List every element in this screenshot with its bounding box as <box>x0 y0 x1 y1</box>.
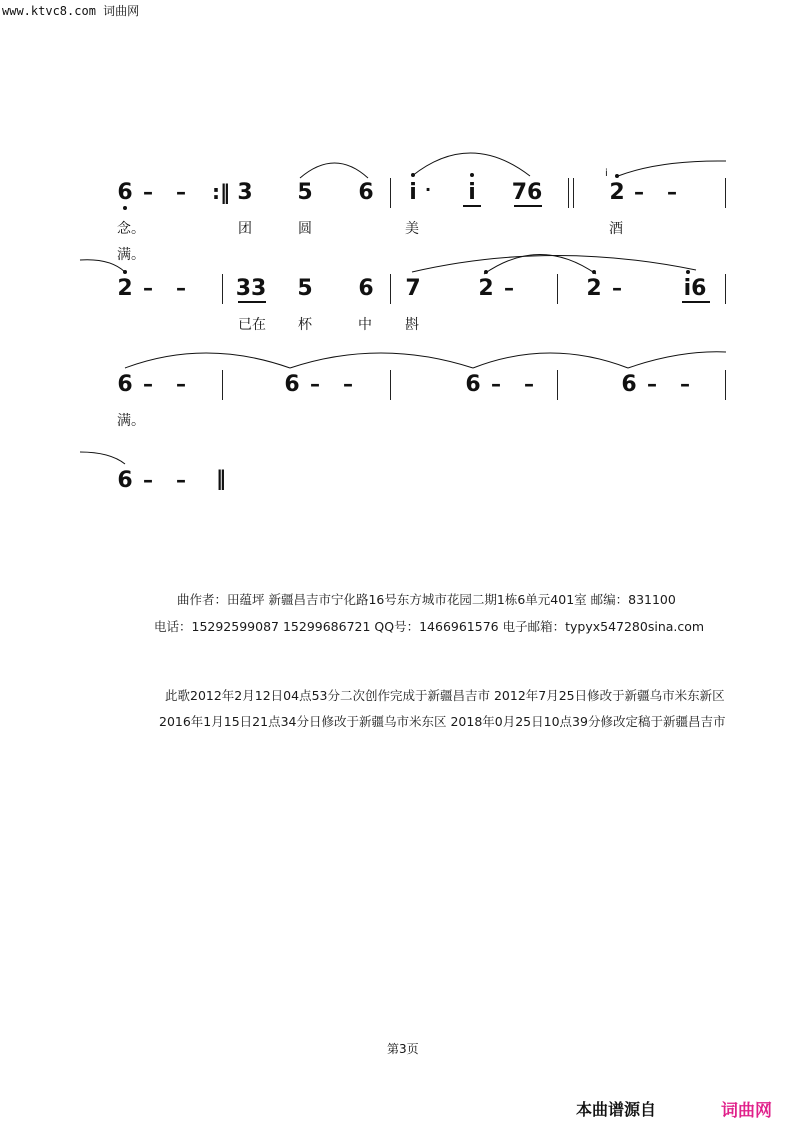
footer-source-label: 本曲谱源自 <box>576 1100 657 1119</box>
note: 6 <box>284 372 300 397</box>
bar-line <box>390 178 391 208</box>
note: 6 <box>117 180 133 205</box>
dash: – – <box>647 372 698 396</box>
lyric: 满。 <box>117 413 145 429</box>
note: 5 <box>297 180 313 205</box>
note: i <box>468 180 476 205</box>
dash: – – <box>310 372 361 396</box>
bar-line <box>557 370 558 400</box>
lyric: 斟 <box>405 317 419 333</box>
bar-line <box>573 178 574 208</box>
dash: – – <box>143 468 194 492</box>
note: 2 <box>117 276 133 301</box>
lyric: 中 <box>358 317 372 333</box>
note: 5 <box>297 276 313 301</box>
footer-brand-link[interactable]: 词曲网 <box>721 1101 772 1121</box>
dash: – – <box>491 372 542 396</box>
grace-note: i <box>605 168 608 179</box>
bar-line <box>725 370 726 400</box>
underline <box>238 301 266 303</box>
bar-line <box>725 178 726 208</box>
bar-line <box>390 274 391 304</box>
underline <box>682 301 710 303</box>
slur <box>125 353 290 368</box>
bar-line <box>568 178 569 208</box>
high-octave-dot <box>411 173 415 177</box>
note: 2 <box>609 180 625 205</box>
dash: – – <box>143 180 194 204</box>
dash: – – <box>143 372 194 396</box>
bar-line <box>390 370 391 400</box>
underline <box>463 205 481 207</box>
note: 6 <box>465 372 481 397</box>
high-octave-dot <box>470 173 474 177</box>
slur <box>618 161 726 176</box>
note: 2 <box>478 276 494 301</box>
slur <box>412 255 696 272</box>
end-bar-sign: ‖ <box>216 466 226 490</box>
slur <box>300 163 368 178</box>
note: 6 <box>621 372 637 397</box>
high-octave-dot <box>592 270 596 274</box>
slur <box>628 352 726 368</box>
site-header[interactable]: www.ktvc8.com 词曲网 <box>2 4 140 18</box>
bar-line <box>222 370 223 400</box>
dash: – – <box>143 276 194 300</box>
note: i <box>409 180 417 205</box>
history-line-1: 此歌2012年2月12日04点53分二次创作完成于新疆昌吉市 2012年7月25日修改于新疆乌市米东新区 <box>165 688 725 703</box>
lyric: 已在 <box>238 317 266 333</box>
note: i6 <box>683 276 707 301</box>
note: 6 <box>358 180 374 205</box>
note: 3 <box>237 180 253 205</box>
dot-mark: · <box>424 180 432 199</box>
note: 6 <box>117 468 133 493</box>
history-line-2: 2016年1月15日21点34分日修改于新疆乌市米东区 2018年0月25日10点39分修改定稿于新疆昌吉市 <box>159 714 726 729</box>
note: 6 <box>117 372 133 397</box>
underline <box>514 205 542 207</box>
note: 7 <box>405 276 421 301</box>
slur <box>473 353 628 368</box>
slur <box>290 353 473 368</box>
note: 33 <box>235 276 267 301</box>
lyric: 美 <box>405 221 419 237</box>
repeat-sign: :‖ <box>212 180 230 204</box>
bar-line <box>222 274 223 304</box>
low-octave-dot <box>123 206 127 210</box>
lyric: 团 <box>238 221 252 237</box>
page-number: 第3页 <box>387 1042 419 1056</box>
lyric: 酒 <box>609 221 623 237</box>
dash: – <box>504 276 522 300</box>
lyric: 杯 <box>298 317 312 333</box>
note: 76 <box>511 180 543 205</box>
bar-line <box>557 274 558 304</box>
high-octave-dot <box>686 270 690 274</box>
lyric: 念。 <box>117 221 145 237</box>
author-info: 曲作者：田蕴坪 新疆昌吉市宁化路16号东方城市花园二期1栋6单元401室 邮编：831100 <box>177 592 676 607</box>
note: 2 <box>586 276 602 301</box>
contact-info: 电话：15292599087 15299686721 QQ号：1466961576 电子邮箱：typyx547280sina.com <box>154 619 705 634</box>
lyric: 满。 <box>117 247 145 263</box>
high-octave-dot <box>615 174 619 178</box>
high-octave-dot <box>123 270 127 274</box>
lyric: 圆 <box>298 221 312 237</box>
note: 6 <box>358 276 374 301</box>
slur <box>80 452 125 464</box>
dash: – <box>612 276 630 300</box>
high-octave-dot <box>484 270 488 274</box>
bar-line <box>725 274 726 304</box>
dash: – – <box>634 180 685 204</box>
